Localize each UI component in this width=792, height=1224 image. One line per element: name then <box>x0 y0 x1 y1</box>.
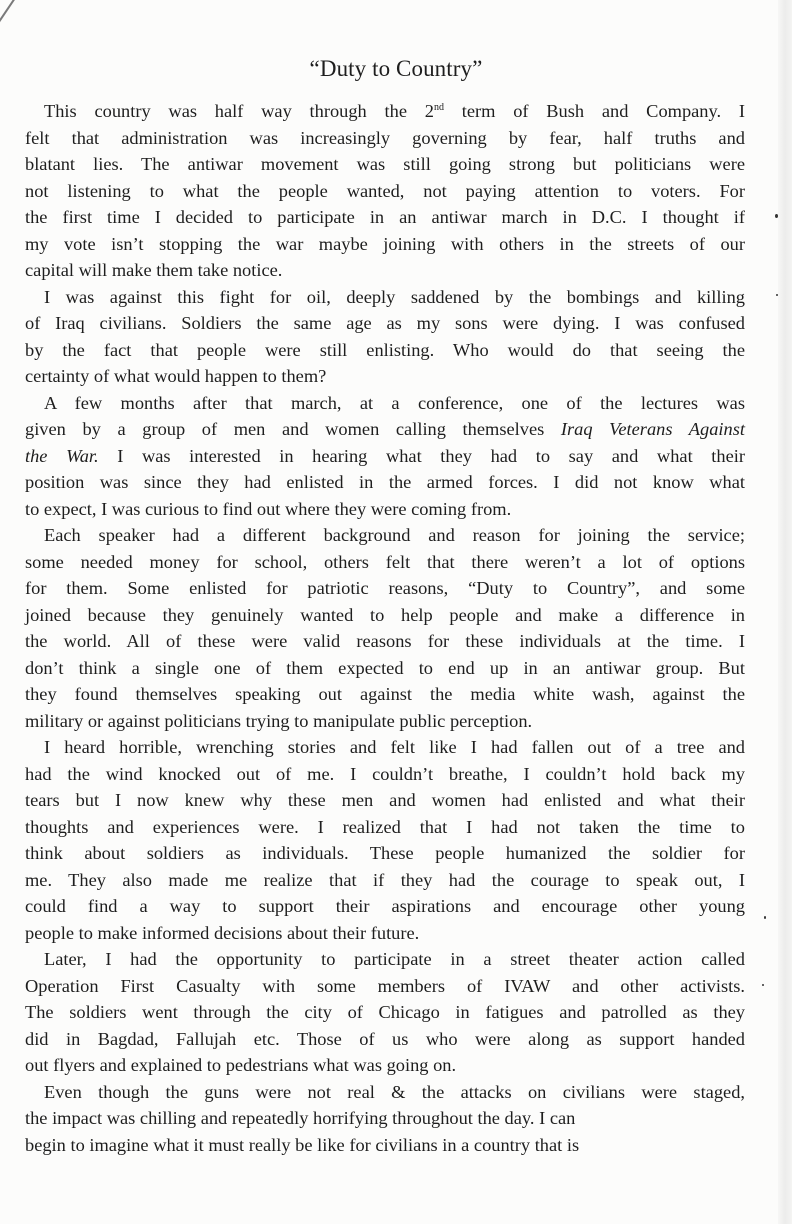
organization-name-italic: Iraq Veterans Against <box>560 419 745 439</box>
document-title: “Duty to Country” <box>309 56 483 81</box>
text-line <box>25 416 745 443</box>
text-line: begin to imagine what it must really be like for civilians in a country that is <box>25 1134 580 1155</box>
text-line: by the fact that people were still enlisting. Who would do that seeing the <box>25 339 745 360</box>
text-line: blatant lies. The antiwar movement was still going strong but politicians were <box>25 154 745 174</box>
text-line: my vote isn’t stopping the war maybe joining with others in the streets of our <box>25 233 745 254</box>
text-line: certainty of what would happen to them? <box>25 366 327 386</box>
scan-speck <box>764 916 766 919</box>
text-line: did in Bagdad, Fallujah etc. Those of us who were along as support handed <box>25 1028 745 1049</box>
paragraph <box>25 522 745 734</box>
text-run: This country was half way through the 2 <box>44 101 434 121</box>
text-line: The soldiers went through the city of Chicago in fatigues and patrolled as they <box>25 1002 745 1022</box>
text-line: the impact was chilling and repeatedly horrifying throughout the day. I can <box>25 1108 576 1128</box>
text-line: not listening to what the people wanted, not paying attention to voters. For <box>25 180 745 201</box>
text-line: felt that administration was increasingly governing by fear, half truths and <box>25 127 745 148</box>
text-line: tears but I now knew why these men and women had enlisted and what their <box>25 790 745 810</box>
text-line: they found themselves speaking out against the media white wash, against the <box>25 684 745 704</box>
paragraph <box>25 98 745 284</box>
text-line: I was against this fight for oil, deeply saddened by the bombings and killing <box>44 286 745 307</box>
text-line: could find a way to support their aspirations and encourage other young <box>25 896 745 916</box>
text-line: people to make informed decisions about their future. <box>25 922 420 943</box>
page-edge-shadow <box>778 0 792 1224</box>
text-line: think about soldiers as individuals. These people humanized the soldier for <box>25 843 745 863</box>
text-line: Later, I had the opportunity to participate in a street theater action called <box>44 949 745 969</box>
scan-speck <box>775 214 778 218</box>
text-run: I was interested in hearing what they had to say and what their <box>98 445 745 466</box>
text-line: for them. Some enlisted for patriotic reasons, “Duty to Country”, and some <box>25 578 745 598</box>
scan-speck <box>776 294 778 296</box>
text-line: to expect, I was curious to find out where they were coming from. <box>25 498 512 519</box>
text-line <box>25 443 745 470</box>
paragraph <box>25 734 745 946</box>
text-line: I heard horrible, wrenching stories and felt like I had fallen out of a tree and <box>44 737 745 757</box>
text-line: Operation First Casualty with some members of IVAW and other activists. <box>25 975 745 996</box>
text-run: given by a group of men and women calling themselves <box>25 419 561 439</box>
text-line: joined because they genuinely wanted to help people and make a difference in <box>25 604 745 625</box>
text-line: military or against politicians trying to manipulate public perception. <box>25 710 533 731</box>
text-line: capital will make them take notice. <box>25 260 283 280</box>
text-line: the first time I decided to participate in an antiwar march in D.C. I thought if <box>25 207 745 227</box>
text-line: me. They also made me realize that if they had the courage to speak out, I <box>25 869 745 890</box>
text-line <box>25 98 745 125</box>
scan-speck <box>762 984 764 986</box>
text-line: A few months after that march, at a conference, one of the lectures was <box>44 392 745 413</box>
text-line: Each speaker had a different background and reason for joining the service; <box>44 525 745 545</box>
organization-name-italic: the War. <box>25 445 99 466</box>
text-line: had the wind knocked out of me. I couldn’t breathe, I couldn’t hold back my <box>25 763 745 784</box>
text-line: don’t think a single one of them expected to end up in an antiwar group. But <box>25 657 745 678</box>
document-body <box>25 98 745 1158</box>
text-run: term of Bush and Company. I <box>443 101 745 121</box>
text-line: out flyers and explained to pedestrians what was going on. <box>25 1055 457 1075</box>
text-line: Even though the guns were not real & the attacks on civilians were staged, <box>44 1081 745 1102</box>
ordinal-superscript: nd <box>433 102 444 113</box>
text-line: position was since they had enlisted in the armed forces. I did not know what <box>25 472 745 492</box>
text-line: the world. All of these were valid reasons for these individuals at the time. I <box>25 631 745 651</box>
scan-fold-line <box>0 0 33 29</box>
paragraph <box>25 284 745 390</box>
paragraph <box>25 1079 745 1159</box>
text-line: thoughts and experiences were. I realized that I had not taken the time to <box>25 816 745 837</box>
text-line: some needed money for school, others felt that there weren’t a lot of options <box>25 551 745 572</box>
paragraph <box>25 390 745 523</box>
text-line: of Iraq civilians. Soldiers the same age as my sons were dying. I was confused <box>25 313 745 333</box>
paragraph <box>25 946 745 1079</box>
